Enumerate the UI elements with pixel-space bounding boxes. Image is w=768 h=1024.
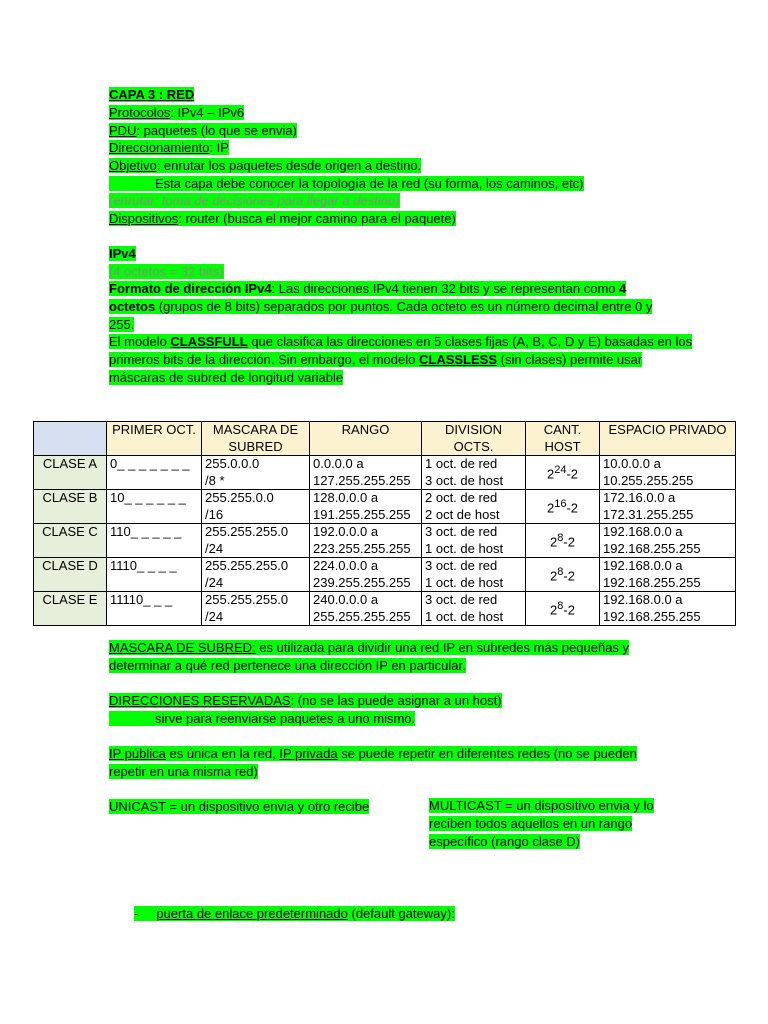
primer-oct-cell: 0_ _ _ _ _ _ _ (107, 456, 202, 490)
division-cell: 3 oct. de red 1 oct. de host (422, 558, 526, 592)
cant-host-cell: $2^8-2$ (526, 524, 600, 558)
mascara-cell: 255.255.0.0 /16 (202, 490, 310, 524)
modelo-line-1: El modelo CLASSFULL que clasifica las direcciones en 5 clases fijas (A, B, C, D y E) basadas en los (109, 334, 693, 349)
header-espacio-privado: ESPACIO PRIVADO (600, 422, 736, 456)
unicast-line: UNICAST = un dispositivo envia y otro recibe (109, 799, 370, 814)
mascara-line-1: MASCARA DE SUBRED: es utilizada para dividir una red IP en subredes más pequeñas y (109, 640, 630, 655)
objetivo-detail: Esta capa debe conocer la topología de la red (su forma, los caminos, etc) (109, 175, 584, 192)
dispositivos-line: Dispositivos: router (busca el mejor camino para el paquete) (109, 211, 456, 226)
primer-oct-cell: 110_ _ _ _ _ (107, 524, 202, 558)
header-corner (34, 422, 107, 456)
gateway-line: - puerta de enlace predeterminado (default gateway): (134, 906, 455, 921)
cant-host-cell: $2^8-2$ (526, 592, 600, 626)
table-row (34, 592, 736, 626)
espacio-privado-cell: 192.168.0.0 a 192.168.255.255 (600, 558, 736, 592)
modelo-line-2: primeros bits de la dirección. Sin embargo, el modelo CLASSLESS (sin clases) permite usar (109, 352, 643, 367)
espacio-privado-cell: 10.0.0.0 a 10.255.255.255 (600, 456, 736, 490)
espacio-privado-cell: 172.16.0.0 a 172.31.255.255 (600, 490, 736, 524)
modelo-line-3: máscaras de subred de longitud variable (109, 370, 344, 385)
bullet-dash: - (134, 906, 139, 921)
rango-cell: 224.0.0.0 a 239.255.255.255 (310, 558, 422, 592)
division-cell: 2 oct. de red 2 oct de host (422, 490, 526, 524)
cant-host-cell: $2^8-2$ (526, 558, 600, 592)
division-cell: 1 oct. de red 3 oct. de host (422, 456, 526, 490)
ipv4-title: IPv4 (109, 246, 136, 261)
reservadas-line-2: sirve para reenviarse paquetes a uno mismo. (109, 710, 415, 727)
table-row (34, 456, 736, 490)
ip-publica-line-1: IP pública es única en la red, IP privada se puede repetir en diferentes redes (no se pueden (109, 746, 637, 761)
pdu-line: PDU: paquetes (lo que se envia) (109, 123, 297, 138)
cant-host-cell: $2^{24}-2$ (526, 456, 600, 490)
header-division: DIVISION OCTS. (422, 422, 526, 456)
primer-oct-cell: 11110_ _ _ (107, 592, 202, 626)
mascara-cell: 255.255.255.0 /24 (202, 558, 310, 592)
header-cant-host: CANT. HOST (526, 422, 600, 456)
header-primer-oct: PRIMER OCT. (107, 422, 202, 456)
rango-cell: 240.0.0.0 a 255.255.255.255 (310, 592, 422, 626)
mascara-cell: 255.255.255.0 /24 (202, 524, 310, 558)
reservadas-line-1: DIRECCIONES RESERVADAS: (no se las puede asignar a un host) (109, 693, 502, 708)
multicast-block: MULTICAST = un dispositivo envia y lo reciben todos aquellos en un rango específico (rango clase D) (429, 798, 654, 849)
cant-host-cell: $2^{16}-2$ (526, 490, 600, 524)
protocolos-line: Protocolos: IPv4 – IPv6 (109, 105, 245, 120)
mascara-cell: 255.255.255.0 /24 (202, 592, 310, 626)
class-label: CLASE A (34, 456, 107, 490)
section-title: CAPA 3 : RED (109, 87, 195, 102)
header-mascara: MASCARA DE SUBRED (202, 422, 310, 456)
table-header-row (34, 422, 736, 456)
direccionamiento-line: Direccionamiento: IP (109, 140, 229, 155)
mascara-line-2: determinar a qué red pertenece una dirección IP en particular. (109, 658, 466, 673)
primer-oct-cell: 10_ _ _ _ _ _ (107, 490, 202, 524)
table-row (34, 524, 736, 558)
division-cell: 3 oct. de red 1 oct. de host (422, 524, 526, 558)
table-row (34, 558, 736, 592)
table-row (34, 490, 736, 524)
objetivo-line: Objetivo: enrutar los paquetes desde origen a destino. (109, 158, 422, 173)
class-label: CLASE E (34, 592, 107, 626)
rango-cell: 128.0.0.0 a 191.255.255.255 (310, 490, 422, 524)
ip-classes-table (33, 421, 736, 626)
ipv4-octets-note: (4 octetos = 32 bits) (109, 264, 224, 279)
enrutar-note: (enrutar: toma de decisiones para llegar a destino) (109, 193, 400, 208)
formato-line-1: Formato de dirección IPv4: Las direcciones IPv4 tienen 32 bits y se representan como 4 (109, 281, 627, 296)
rango-cell: 0.0.0.0 a 127.255.255.255 (310, 456, 422, 490)
mascara-cell: 255.0.0.0 /8 * (202, 456, 310, 490)
class-label: CLASE B (34, 490, 107, 524)
formato-line-2: octetos (grupos de 8 bits) separados por puntos. Cada octeto es un número decimal entre 0 y (109, 299, 653, 314)
ip-publica-line-2: repetir en una misma red) (109, 764, 258, 779)
espacio-privado-cell: 192.168.0.0 a 192.168.255.255 (600, 524, 736, 558)
rango-cell: 192.0.0.0 a 223.255.255.255 (310, 524, 422, 558)
formato-line-3: 255. (109, 317, 135, 332)
class-label: CLASE D (34, 558, 107, 592)
espacio-privado-cell: 192.168.0.0 a 192.168.255.255 (600, 592, 736, 626)
header-rango: RANGO (310, 422, 422, 456)
primer-oct-cell: 1110_ _ _ _ (107, 558, 202, 592)
class-label: CLASE C (34, 524, 107, 558)
division-cell: 3 oct. de red 1 oct. de host (422, 592, 526, 626)
